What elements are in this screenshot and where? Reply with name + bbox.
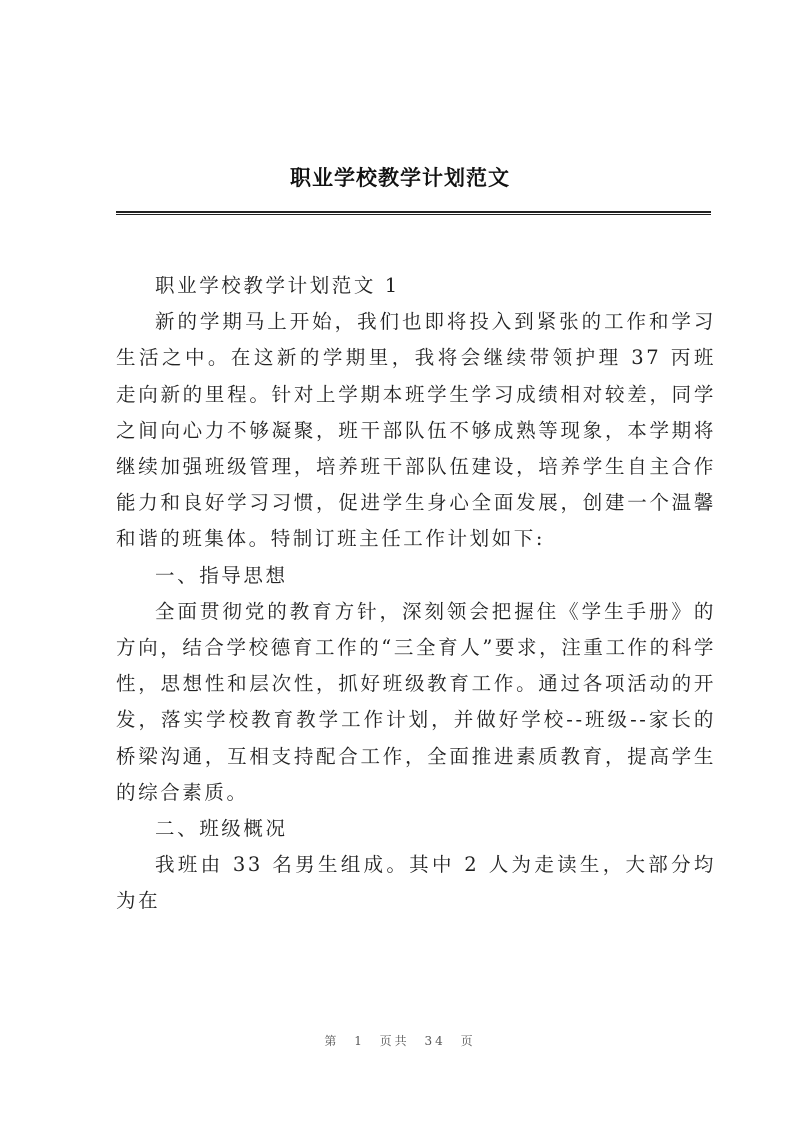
page-number-footer: 第 1 页共 34 页 [324, 1034, 476, 1048]
body-paragraph: 我班由 33 名男生组成。其中 2 人为走读生，大部分均为在 [116, 853, 716, 913]
document-body [116, 268, 716, 920]
section-heading: 二、班级概况 [155, 817, 288, 841]
document-title: 职业学校教学计划范文 [290, 166, 510, 190]
body-paragraph: 新的学期马上开始，我们也即将投入到紧张的工作和学习生活之中。在这新的学期里，我将会继续带领护理 37 丙班走向新的里程。针对上学期本班学生学习成绩相对较差，同学之间向心力不够凝聚，班干部队伍不够成熟等现象，本学期将继续加强班级管理，培养班干部队伍建设，培养学生自主合作能力和良好学习习惯，促进学生身心全面发展，创建一个温馨和谐的班集体。特制订班主任工作计划如下: [116, 310, 716, 551]
body-paragraph: 全面贯彻党的教育方针，深刻领会把握住《学生手册》的方向，结合学校德育工作的“三全育人”要求，注重工作的科学性，思想性和层次性，抓好班级教育工作。通过各项活动的开发，落实学校教育教学工作计划，并做好学校--班级--家长的桥梁沟通，互相支持配合工作，全面推进素质教育，提高学生的综合素质。 [116, 599, 716, 804]
section-heading: 职业学校教学计划范文 1 [155, 274, 400, 297]
section-heading: 一、指导思想 [155, 563, 288, 587]
title-divider [116, 211, 711, 215]
